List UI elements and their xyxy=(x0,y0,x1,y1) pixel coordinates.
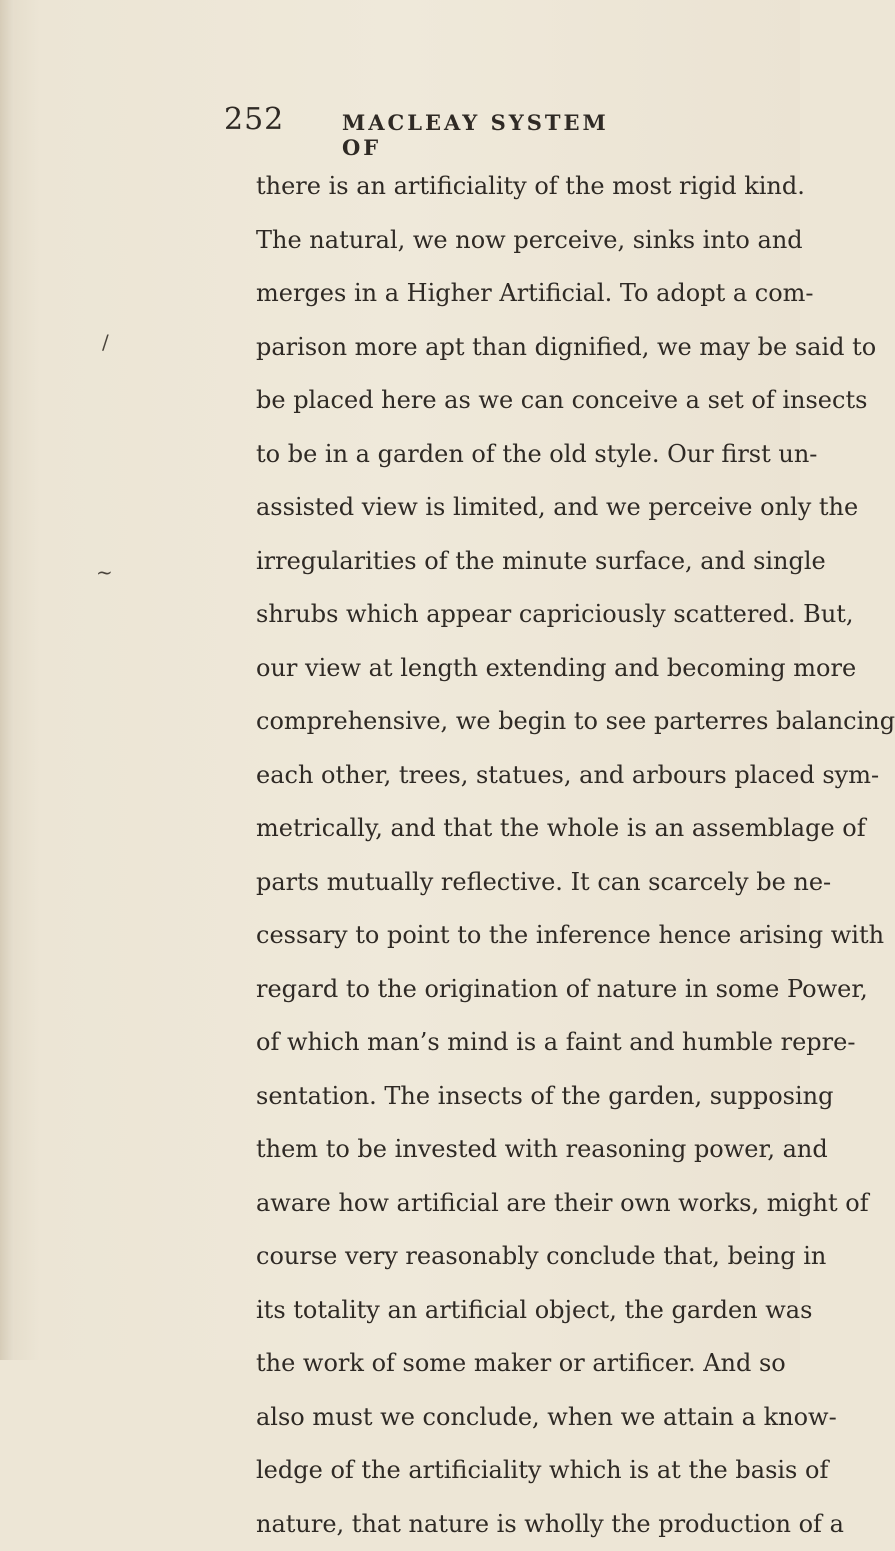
text-line: each other, trees, statues, and arbours placed sym- xyxy=(256,749,764,803)
text-line: cessary to point to the inference hence arising with xyxy=(256,909,764,963)
body-text xyxy=(256,160,764,1551)
text-line: of which man’s mind is a faint and humble repre- xyxy=(256,1016,764,1070)
text-line: comprehensive, we begin to see parterres balancing xyxy=(256,695,764,749)
text-line: them to be invested with reasoning power, and xyxy=(256,1123,764,1177)
text-line: The natural, we now perceive, sinks into and xyxy=(256,214,764,268)
page-gutter-edge xyxy=(0,0,14,1360)
text-line: sentation. The insects of the garden, supposing xyxy=(256,1070,764,1124)
margin-tick-mark: / xyxy=(102,330,109,354)
page-number: 252 xyxy=(224,102,284,137)
text-line: there is an artificiality of the most rigid kind. xyxy=(256,160,764,214)
text-line: course very reasonably conclude that, being in xyxy=(256,1230,764,1284)
text-line: regard to the origination of nature in some Power, xyxy=(256,963,764,1017)
text-line: irregularities of the minute surface, and single xyxy=(256,535,764,589)
text-line: its totality an artificial object, the garden was xyxy=(256,1284,764,1338)
page-header xyxy=(224,98,644,142)
text-line: be placed here as we can conceive a set of insects xyxy=(256,374,764,428)
text-line: nature, that nature is wholly the production of a xyxy=(256,1498,764,1551)
running-head: MACLEAY SYSTEM OF xyxy=(342,110,644,160)
text-line: metrically, and that the whole is an assemblage of xyxy=(256,802,764,856)
text-line: our view at length extending and becoming more xyxy=(256,642,764,696)
text-line: parts mutually reflective. It can scarcely be ne- xyxy=(256,856,764,910)
text-line: aware how artificial are their own works, might of xyxy=(256,1177,764,1231)
text-line: also must we conclude, when we attain a know- xyxy=(256,1391,764,1445)
text-line: the work of some maker or artificer. And so xyxy=(256,1337,764,1391)
text-line: to be in a garden of the old style. Our first un- xyxy=(256,428,764,482)
text-line: ledge of the artificiality which is at the basis of xyxy=(256,1444,764,1498)
text-line: parison more apt than dignified, we may be said to xyxy=(256,321,764,375)
text-line: assisted view is limited, and we perceive only the xyxy=(256,481,764,535)
margin-tilde-mark: ~ xyxy=(96,560,113,584)
text-line: merges in a Higher Artificial. To adopt a com- xyxy=(256,267,764,321)
text-line: shrubs which appear capriciously scattered. But, xyxy=(256,588,764,642)
